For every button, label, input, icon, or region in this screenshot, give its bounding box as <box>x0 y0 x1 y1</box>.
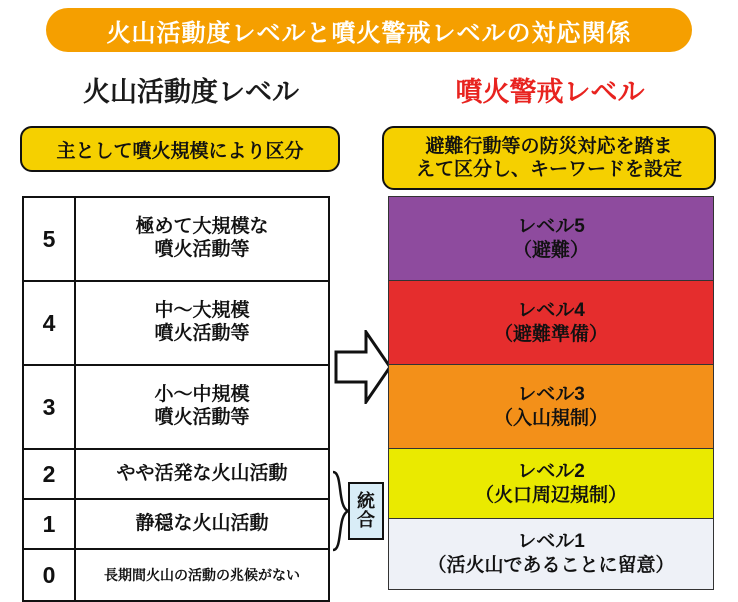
caption-warning-levels <box>382 126 716 190</box>
table-row <box>24 450 328 500</box>
activity-level-number: 0 <box>24 550 76 600</box>
activity-level-description <box>76 500 328 548</box>
warning-level-row <box>389 197 713 281</box>
activity-level-number: 1 <box>24 500 76 548</box>
warning-level-keyword: （避難準備） <box>493 323 608 345</box>
warning-level-name: レベル5 <box>517 215 585 237</box>
table-row <box>24 500 328 550</box>
table-row <box>24 198 328 282</box>
warning-level-name: レベル3 <box>517 383 585 405</box>
activity-level-number: 5 <box>24 198 76 280</box>
activity-level-line2: 噴火活動等 <box>154 239 250 260</box>
warning-level-keyword: （活火山であることに留意） <box>427 555 675 576</box>
warning-level-keyword: （火口周辺規制） <box>474 484 627 506</box>
warning-level-name: レベル4 <box>517 299 585 321</box>
caption-warning-line1: 避難行動等の防災対応を踏ま <box>425 135 673 157</box>
heading-warning-levels: 噴火警戒レベル <box>455 77 645 107</box>
activity-level-description <box>76 198 328 280</box>
activity-level-number: 4 <box>24 282 76 364</box>
warning-level-row <box>389 365 713 449</box>
activity-level-description <box>76 366 328 448</box>
warning-level-keyword: （避難） <box>512 239 589 261</box>
activity-level-description <box>76 450 328 498</box>
activity-level-table <box>22 196 330 602</box>
activity-level-line1: 長期間火山の活動の兆候がない <box>104 566 300 583</box>
integration-line2: 合 <box>357 510 375 530</box>
activity-level-line1: 静穏な火山活動 <box>135 512 269 534</box>
warning-level-row <box>389 519 713 589</box>
table-row <box>24 550 328 600</box>
activity-level-line2: 噴火活動等 <box>154 407 250 428</box>
activity-level-description <box>76 550 328 600</box>
table-row <box>24 282 328 366</box>
activity-level-line2: 噴火活動等 <box>154 323 250 344</box>
caption-activity-levels: 主として噴火規模により区分 <box>20 126 340 172</box>
warning-level-row <box>389 281 713 365</box>
title-banner <box>46 8 692 52</box>
activity-level-line1: やや活発な火山活動 <box>116 462 288 484</box>
integration-brace-icon <box>330 470 350 552</box>
warning-level-name: レベル2 <box>517 460 585 482</box>
warning-level-name: レベル1 <box>517 531 585 553</box>
activity-level-line1: 中〜大規模 <box>154 300 250 322</box>
activity-level-line1: 小〜中規模 <box>154 384 250 406</box>
caption-warning-line2: えて区分し、キーワードを設定 <box>415 159 682 180</box>
warning-level-keyword: （入山規制） <box>493 407 608 429</box>
mapping-arrow-icon <box>334 330 392 404</box>
warning-level-table <box>388 196 714 590</box>
integration-label <box>348 482 384 540</box>
page-title: 火山活動度レベルと噴火警戒レベルの対応関係 <box>106 19 632 47</box>
activity-level-number: 2 <box>24 450 76 498</box>
activity-level-line1: 極めて大規模な <box>135 216 269 238</box>
table-row <box>24 366 328 450</box>
activity-level-number: 3 <box>24 366 76 448</box>
activity-level-description <box>76 282 328 364</box>
heading-activity-levels: 火山活動度レベル <box>83 77 299 107</box>
integration-line1: 統 <box>357 491 375 512</box>
warning-level-row <box>389 449 713 519</box>
